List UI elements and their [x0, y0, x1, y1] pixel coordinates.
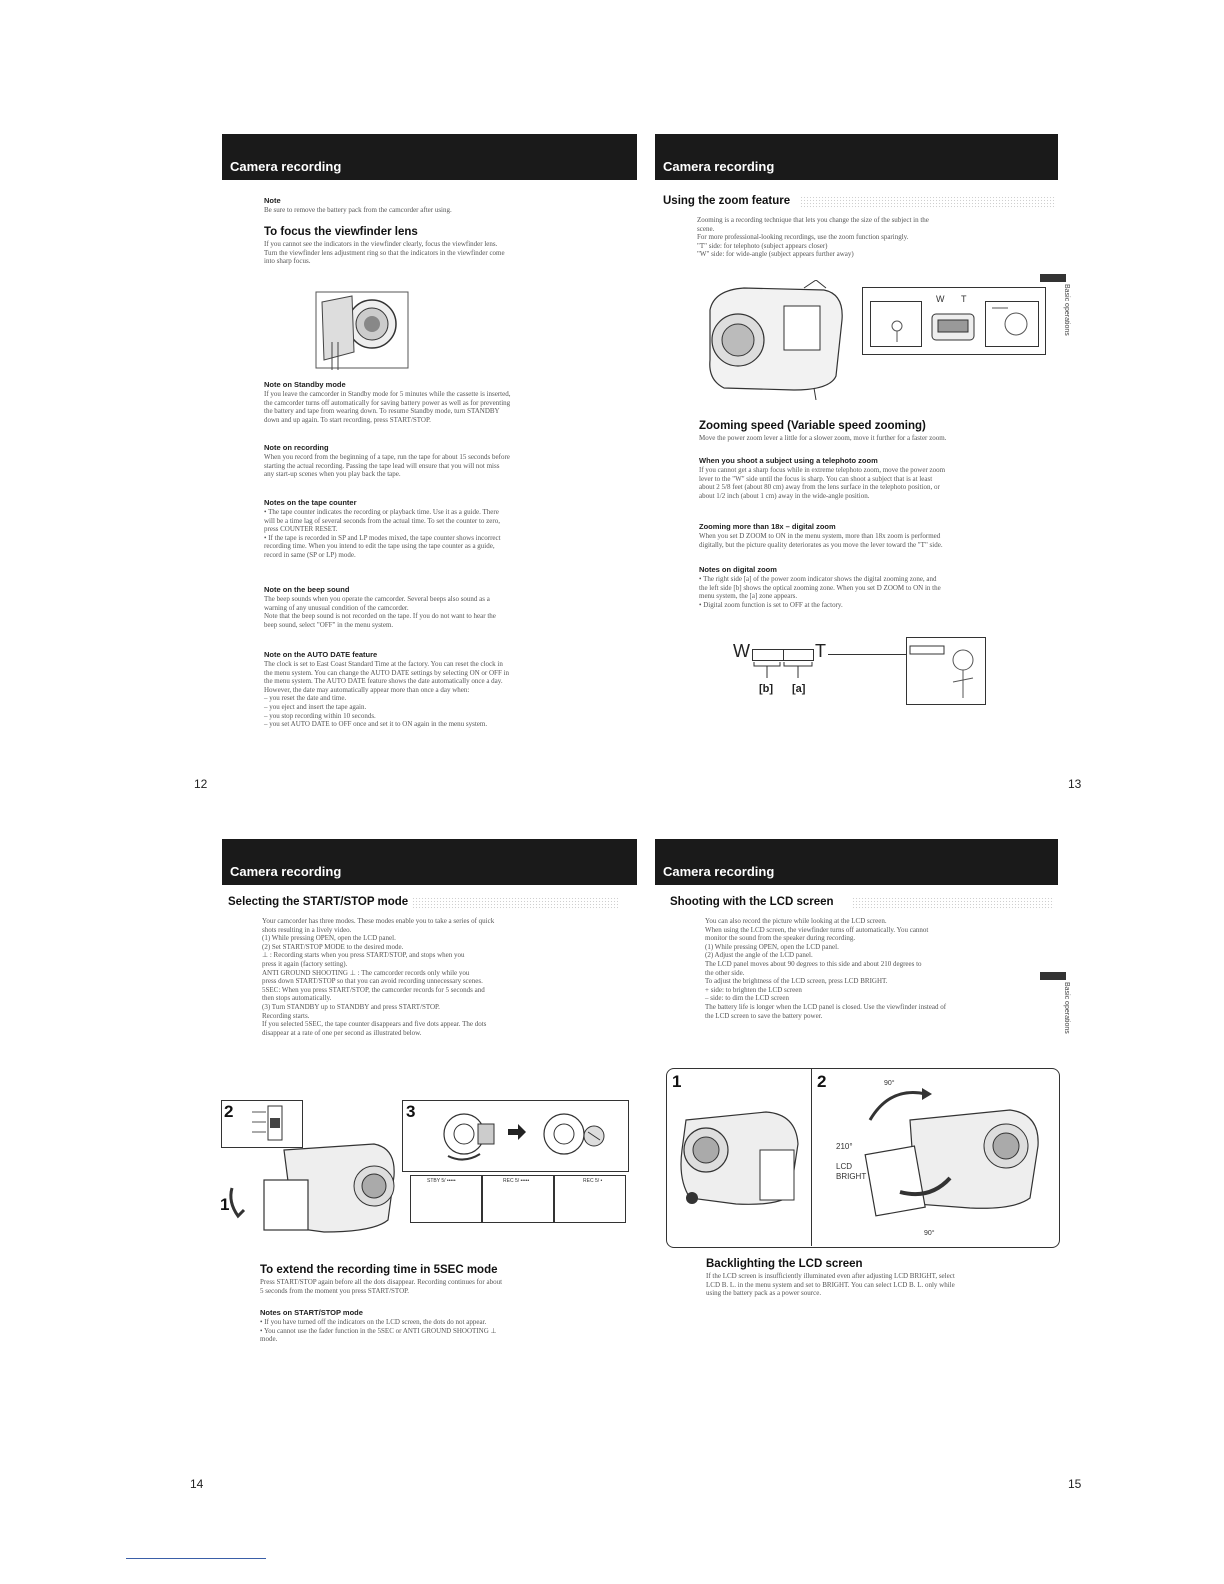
p15-bright-label: BRIGHT	[836, 1172, 867, 1181]
page-number-12: 12	[194, 777, 208, 791]
zoom-wide-screen	[870, 301, 922, 347]
page15-header-bar	[655, 839, 1058, 885]
bottom-rule	[126, 1558, 266, 1559]
p14-screen-3	[554, 1175, 626, 1223]
p12-focus-heading: To focus the viewfinder lens	[264, 226, 418, 238]
p14-extend-text: Press START/STOP again before all the dots disappear. Recording continues for about 5 seconds from the moment you press START/STOP.	[260, 1278, 503, 1295]
p13-digital-title: Zooming more than 18x – digital zoom	[699, 522, 836, 531]
zoom-lever-closeup-icon	[930, 306, 976, 344]
page12-header: Camera recording	[230, 159, 342, 174]
p12-counter-title: Notes on the tape counter	[264, 498, 357, 507]
wide-subject-icon	[871, 302, 921, 346]
open-lcd-camcorder-illustration	[676, 1100, 806, 1210]
p12-beep-title: Note on the beep sound	[264, 585, 350, 594]
p13-dnotes-text: • The right side [a] of the power zoom indicator shows the digital zooming zone, and the left side [b] shows the optical zooming zone. When you set D ZOOM to ON in the menu system, the [a] zone appears. • Digital zoom function is set to OFF at the factory.	[699, 575, 941, 609]
p12-standby-title: Note on Standby mode	[264, 380, 346, 389]
p14-screen-2-text: REC 5/ •••••	[503, 1178, 530, 1184]
p13-heading-dither	[800, 196, 1056, 208]
page13-header-bar	[655, 134, 1058, 180]
p15-angle-90-top: 90°	[884, 1080, 895, 1087]
p14-text: Your camcorder has three modes. These modes enable you to take a series of quick shots resulting in a lively video. (1) While pressing OPEN, open the LCD panel. (2) Set START/STOP MODE to the desired mode. ⊥ : Recording starts when you press START/STOP, and stops when you press it again (factory setting). ANTI GROUND SHOOTING ⊥ : The camcorder records only while you press down START/STOP so that you can avoid recording unnecessary scenes. 5SEC: When you press START/STOP, the camcorder records for 5 seconds and then stops automatically. (3) Turn STANDBY up to STANDBY and press START/STOP. Recording starts. If you selected 5SEC, the tape counter disappears and five dots appear. The dots disappear at a rate of one per second as illustrated below.	[262, 917, 495, 1037]
page-number-13: 13	[1068, 777, 1082, 791]
p14-screen-2	[482, 1175, 554, 1223]
viewfinder-camera-illustration	[312, 282, 412, 372]
p15-fig-number-1: 1	[672, 1072, 682, 1091]
page15-header: Camera recording	[663, 864, 775, 879]
p14-screen-3-text: REC 5/ •	[583, 1178, 603, 1184]
p15-lcd-label: LCD	[836, 1162, 853, 1171]
p12-focus-text: If you cannot see the indicators in the viewfinder clearly, focus the viewfinder lens. Turn the viewfinder lens adjustment ring so that the indicators in the viewfinder come into sharp focus.	[264, 240, 505, 266]
p15-back-text: If the LCD screen is insufficiently illuminated even after adjusting LCD BRIGHT, select LCD B. L. in the menu system and set to BRIGHT. You can select LCD B. L. only while using the battery pack as a power source.	[706, 1272, 955, 1298]
digital-zoom-pointer-line	[828, 654, 906, 655]
p14-extend-heading: To extend the recording time in 5SEC mode	[260, 1264, 498, 1276]
digital-zoom-label-a: [a]	[792, 683, 806, 695]
p12-standby-text: If you leave the camcorder in Standby mode for 5 minutes while the cassette is inserted, the camcorder turns off automatically for saving battery power as well as for preventing the battery and tape from wearing down. To resume Standby mode, turn STANDBY down and up again. To start recording, press START/STOP.	[264, 390, 511, 424]
p12-counter-text: • The tape counter indicates the recording or playback time. Use it as a guide. There will be a time lag of several seconds from the actual time. To set the counter to zero, press COUNTER RESET. • If the tape is recorded in SP and LP modes mixed, the tape counter shows incorrect recording time. When you intend to edit the tape using the tape counter as a guide, record in same (SP or LP) mode.	[264, 508, 501, 559]
p13-zoom-heading: Using the zoom feature	[663, 195, 791, 207]
p15-side-tab: Basic operations	[1063, 982, 1070, 1034]
zoom-lever-illustration	[704, 280, 854, 400]
zoom-tele-screen	[985, 301, 1039, 347]
arrow-right-icon	[508, 1124, 526, 1140]
p15-text: You can also record the picture while looking at the LCD screen. When using the LCD screen, the viewfinder turns off automatically. You cannot monitor the sound from the speaker during recording. (1) While pressing OPEN, open the LCD panel. (2) Adjust the angle of the LCD panel. The LCD panel moves about 90 degrees to this side and about 210 degrees to the other side. To adjust the brightness of the LCD screen, press LCD BRIGHT. + side: to brighten the LCD screen – side: to dim the LCD screen The battery life is longer when the LCD panel is closed. Use the viewfinder instead of the LCD screen to save the battery power.	[705, 917, 947, 1020]
lcd-angle-adjust-illustration	[830, 1080, 1050, 1240]
digital-zoom-t: T	[815, 641, 826, 661]
p15-back-heading: Backlighting the LCD screen	[706, 1258, 863, 1270]
p14-fig-number-3: 3	[406, 1102, 416, 1121]
p15-angle-90-bottom: 90°	[924, 1230, 935, 1237]
p13-digital-text: When you set D ZOOM to ON in the menu system, more than 18x zoom is performed digitally, but the picture quality deteriorates as you move the lever toward the "T" side.	[699, 532, 943, 549]
digital-zoom-w: W	[733, 641, 750, 661]
start-stop-mode-switch-icon	[248, 1102, 298, 1144]
page14-header: Camera recording	[230, 864, 342, 879]
digital-zoom-label-b: [b]	[759, 683, 774, 695]
p12-recording-title: Note on recording	[264, 443, 329, 452]
p14-fig-number-1: 1	[220, 1195, 230, 1214]
tele-subject-icon	[986, 302, 1038, 346]
page14-header-bar	[222, 839, 637, 885]
p13-side-tab-bar	[1040, 274, 1066, 282]
p13-tele-title: When you shoot a subject using a telephoto zoom	[699, 456, 878, 465]
digital-zoom-subject-icon	[907, 638, 985, 704]
p15-heading: Shooting with the LCD screen	[670, 896, 834, 908]
p13-zoom-text: Zooming is a recording technique that lets you change the size of the subject in the scene. For more professional-looking recordings, use the zoom function sparingly. "T" side: for telephoto (subject appears closer) "W" side: for wide-angle (subject appears further away)	[697, 216, 929, 259]
p13-speed-text: Move the power zoom lever a little for a slower zoom, move it further for a faster zoom.	[699, 434, 947, 442]
p14-heading: Selecting the START/STOP mode	[228, 896, 409, 908]
p13-side-tab: Basic operations	[1063, 284, 1070, 336]
p14-heading-dither	[412, 897, 618, 909]
p14-fig-number-2: 2	[224, 1102, 234, 1121]
p14-screen-1	[410, 1175, 482, 1223]
page-number-14: 14	[190, 1477, 204, 1491]
standby-dial-before-icon	[428, 1106, 498, 1164]
page-number-15: 15	[1068, 1477, 1082, 1491]
p15-heading-dither	[852, 897, 1054, 909]
p13-dnotes-title: Notes on digital zoom	[699, 565, 777, 574]
digital-zoom-brackets	[752, 660, 814, 680]
p14-notes-text: • If you have turned off the indicators on the LCD screen, the dots do not appear. • You cannot use the fader function in the 5SEC or ANTI GROUND SHOOTING ⊥ mode.	[260, 1318, 497, 1344]
p12-autodate-title: Note on the AUTO DATE feature	[264, 650, 378, 659]
p15-fig-number-2: 2	[817, 1072, 827, 1091]
p12-note-title: Note	[264, 196, 281, 205]
p13-speed-heading: Zooming speed (Variable speed zooming)	[699, 420, 926, 432]
zoom-indicator-w: W	[936, 294, 945, 304]
digital-zoom-screen	[906, 637, 986, 705]
p12-recording-text: When you record from the beginning of a tape, run the tape for about 15 seconds before starting the actual recording. Passing the tape lead will ensure that you will not miss any start-up scenes when you play back the tape.	[264, 453, 510, 479]
p12-autodate-text: The clock is set to East Coast Standard Time at the factory. You can reset the clock in the menu system. You can change the AUTO DATE settings by selecting ON or OFF in the menu system. The AUTO DATE feature shows the date automatically once a day. However, the date may automatically appear more than once a day when: – you reset the date and time. – you eject and insert the tape again. – you stop recording within 10 seconds. – you set AUTO DATE to OFF once and set it to ON again in the menu system.	[264, 660, 510, 729]
page13-header: Camera recording	[663, 159, 775, 174]
p12-note-text: Be sure to remove the battery pack from the camcorder after using.	[264, 206, 452, 214]
zoom-indicator-t: T	[961, 294, 967, 304]
camcorder-lcd-open-illustration	[224, 1140, 404, 1240]
p14-screen-1-text: STBY 5/ •••••	[427, 1178, 456, 1184]
standby-dial-after-icon	[532, 1106, 612, 1164]
p15-figure-divider	[811, 1068, 812, 1246]
p15-angle-210: 210°	[836, 1142, 853, 1151]
p13-tele-text: If you cannot get a sharp focus while in extreme telephoto zoom, move the power zoom lever to the "W" side until the focus is sharp. You can shoot a subject that is at least about 2 5/8 feet (about 80 cm) away from the lens surface in the telephoto position, or about 1/2 inch (about 1 cm) away in the wide-angle position.	[699, 466, 946, 500]
p14-notes-title: Notes on START/STOP mode	[260, 1308, 363, 1317]
p15-side-tab-bar	[1040, 972, 1066, 980]
p12-beep-text: The beep sounds when you operate the camcorder. Several beeps also sound as a warning of any unusual condition of the camcorder. Note that the beep sound is not recorded on the tape. If you do not want to hear the beep sound, select "OFF" in the menu system.	[264, 595, 496, 629]
digital-zoom-divider	[783, 650, 784, 660]
page12-header-bar	[222, 134, 637, 180]
